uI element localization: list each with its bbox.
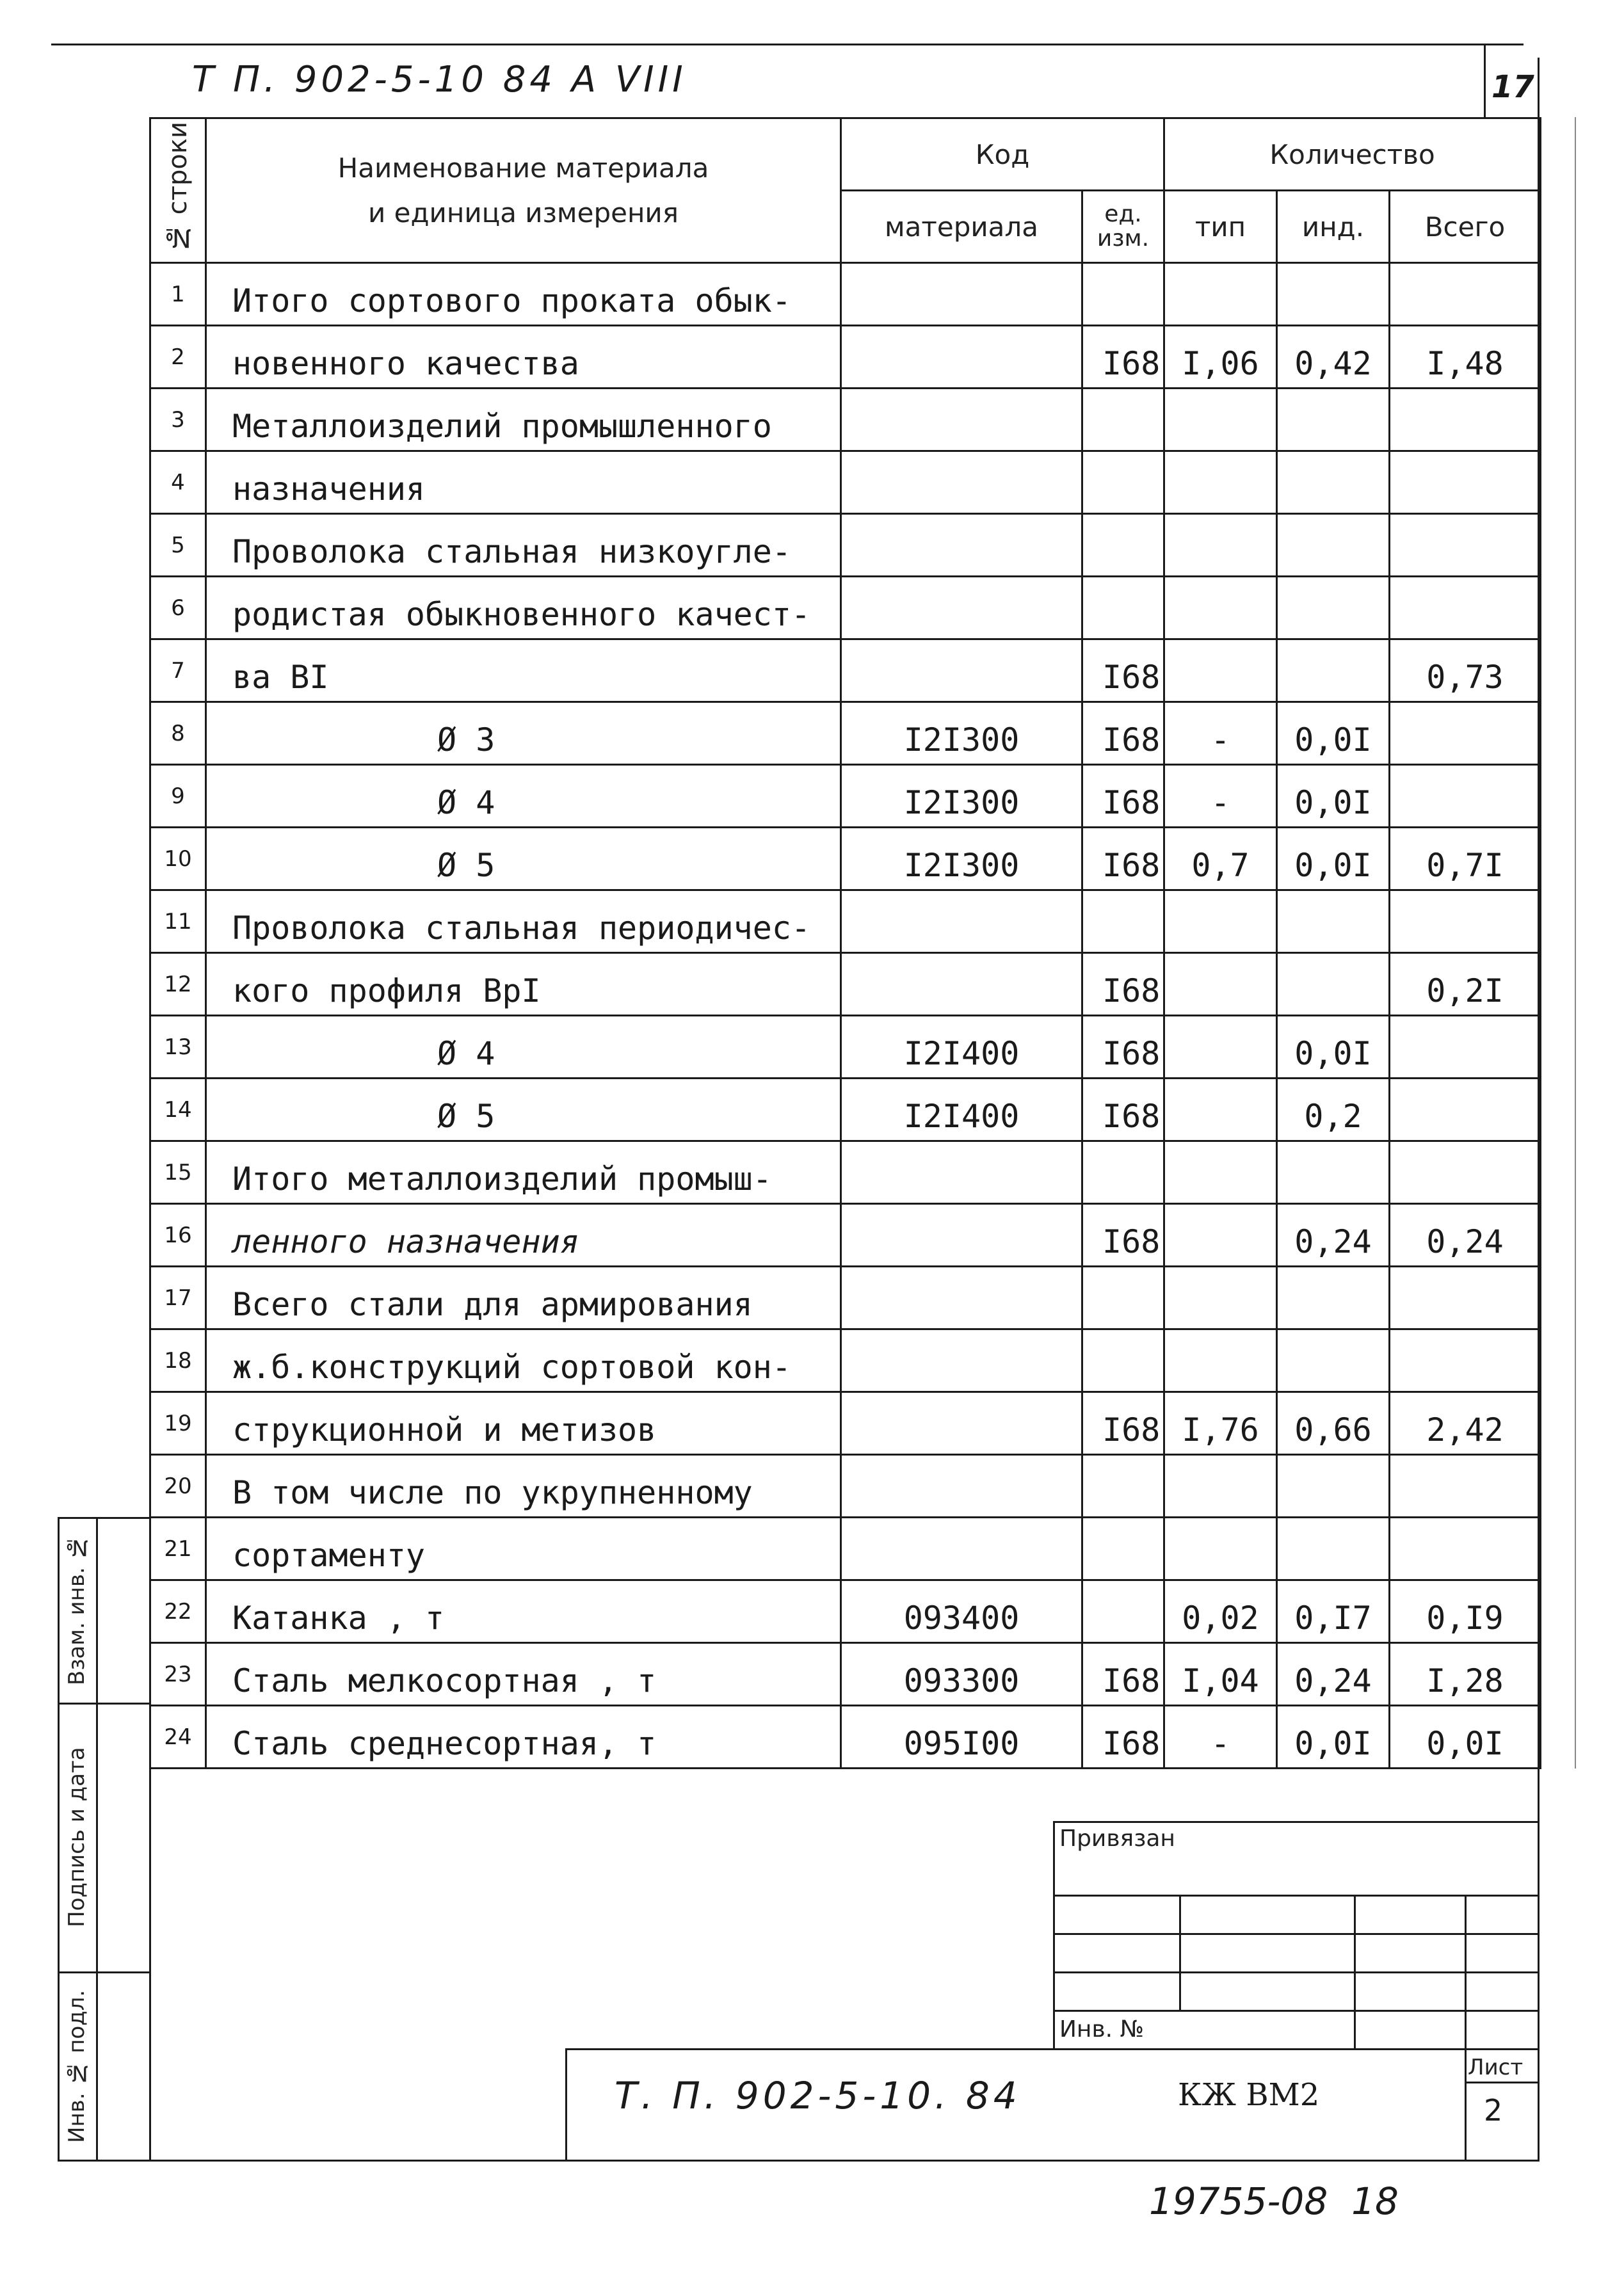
- qty-ind-cell: [1277, 639, 1390, 702]
- material-code-cell: [841, 953, 1082, 1016]
- table-row: [150, 1392, 1541, 1455]
- qty-ind-cell: [1277, 1518, 1390, 1580]
- qty-total-cell: [1390, 514, 1541, 577]
- row-number-cell: 4: [150, 451, 206, 514]
- side-stamp-signature-date: Подпись и дата: [64, 1747, 90, 1927]
- qty-total-cell: 0,7I: [1390, 828, 1541, 890]
- qty-type-cell: 0,7: [1164, 828, 1277, 890]
- unit-code-cell: [1082, 1267, 1164, 1329]
- header-row-number: № строки: [150, 118, 206, 263]
- header-qty-ind: инд.: [1277, 191, 1390, 263]
- qty-type-cell: [1164, 1204, 1277, 1267]
- material-code-cell: [841, 1267, 1082, 1329]
- material-name-cell: Катанка , т: [206, 1580, 841, 1643]
- material-code-cell: [841, 451, 1082, 514]
- qty-total-cell: [1390, 1518, 1541, 1580]
- page-number-box-right: [1538, 58, 1540, 117]
- qty-ind-cell: [1277, 577, 1390, 639]
- unit-code-cell: [1082, 1455, 1164, 1518]
- material-name-cell: В том числе по укрупненному: [206, 1455, 841, 1518]
- unit-code-cell: [1082, 1580, 1164, 1643]
- material-code-cell: [841, 639, 1082, 702]
- row-number-cell: 8: [150, 702, 206, 765]
- table-row: [150, 1204, 1541, 1267]
- header-material-name: Наименование материала и единица измерения: [206, 118, 841, 263]
- tb-linked-label: Привязан: [1059, 1826, 1175, 1852]
- material-name-cell: ва BI: [206, 639, 841, 702]
- unit-code-cell: I68: [1082, 1079, 1164, 1141]
- qty-total-cell: [1390, 1016, 1541, 1079]
- material-name-cell: Итого сортового проката обык-: [206, 263, 841, 326]
- table-row: [150, 514, 1541, 577]
- tb-designation: Т. П. 902-5-10. 84: [615, 2074, 1021, 2117]
- material-code-cell: [841, 1392, 1082, 1455]
- qty-total-cell: [1390, 1079, 1541, 1141]
- row-number-cell: 12: [150, 953, 206, 1016]
- unit-code-cell: [1082, 577, 1164, 639]
- qty-ind-cell: 0,0I: [1277, 702, 1390, 765]
- tb-sheet-left: [1465, 2048, 1467, 2161]
- qty-total-cell: [1390, 765, 1541, 828]
- qty-type-cell: [1164, 577, 1277, 639]
- qty-total-cell: 0,I9: [1390, 1580, 1541, 1643]
- side-stamp-div-2: [58, 1971, 151, 1973]
- material-name-cell: родистая обыкновенного качест-: [206, 577, 841, 639]
- header-code: Код: [841, 118, 1164, 191]
- material-code-cell: I2I300: [841, 828, 1082, 890]
- table-row: [150, 765, 1541, 828]
- row-number-cell: 22: [150, 1580, 206, 1643]
- material-code-cell: [841, 1141, 1082, 1204]
- frame-right: [1538, 117, 1540, 2161]
- side-stamp-div-1: [58, 1703, 151, 1705]
- material-name-cell: Проволока стальная низкоугле-: [206, 514, 841, 577]
- qty-type-cell: [1164, 1016, 1277, 1079]
- material-name-cell: Итого металлоизделий промыш-: [206, 1141, 841, 1204]
- qty-total-cell: [1390, 1141, 1541, 1204]
- tb-sheet-label: Лист: [1468, 2055, 1524, 2080]
- qty-type-cell: [1164, 1329, 1277, 1392]
- material-code-cell: [841, 326, 1082, 389]
- material-name-cell: струкционной и метизов: [206, 1392, 841, 1455]
- material-name-cell: Сталь среднесортная, т: [206, 1706, 841, 1769]
- unit-code-cell: I68: [1082, 702, 1164, 765]
- table-row: [150, 639, 1541, 702]
- material-code-cell: [841, 263, 1082, 326]
- qty-total-cell: 0,73: [1390, 639, 1541, 702]
- unit-code-cell: [1082, 389, 1164, 451]
- row-number-cell: 10: [150, 828, 206, 890]
- unit-code-cell: [1082, 890, 1164, 953]
- row-number-cell: 23: [150, 1643, 206, 1706]
- material-name-cell: Ø 4: [206, 765, 841, 828]
- material-code-cell: [841, 577, 1082, 639]
- material-code-cell: 093400: [841, 1580, 1082, 1643]
- qty-total-cell: [1390, 1455, 1541, 1518]
- header-designation: Т П. 902-5-10 84 А VIII: [192, 59, 687, 100]
- table-row: [150, 1455, 1541, 1518]
- qty-ind-cell: [1277, 451, 1390, 514]
- table-row: [150, 389, 1541, 451]
- qty-type-cell: [1164, 1141, 1277, 1204]
- qty-total-cell: [1390, 1267, 1541, 1329]
- tb-main-left: [565, 2048, 567, 2161]
- table-row: [150, 1518, 1541, 1580]
- frame-left: [149, 1703, 151, 2161]
- unit-code-cell: [1082, 514, 1164, 577]
- row-number-cell: 13: [150, 1016, 206, 1079]
- unit-code-cell: [1082, 263, 1164, 326]
- qty-type-cell: 0,02: [1164, 1580, 1277, 1643]
- qty-total-cell: 2,42: [1390, 1392, 1541, 1455]
- row-number-cell: 18: [150, 1329, 206, 1392]
- material-code-cell: [841, 1204, 1082, 1267]
- material-code-cell: I2I400: [841, 1079, 1082, 1141]
- table-row: [150, 828, 1541, 890]
- qty-total-cell: I,48: [1390, 326, 1541, 389]
- qty-type-cell: I,06: [1164, 326, 1277, 389]
- qty-ind-cell: 0,0I: [1277, 1706, 1390, 1769]
- qty-type-cell: [1164, 1079, 1277, 1141]
- qty-total-cell: [1390, 263, 1541, 326]
- qty-type-cell: -: [1164, 1706, 1277, 1769]
- tb-main-top: [565, 2048, 1540, 2050]
- material-name-cell: Ø 5: [206, 1079, 841, 1141]
- side-stamp-top: [58, 1517, 151, 1519]
- qty-type-cell: [1164, 890, 1277, 953]
- side-stamp-vzam-inv: Взам. инв. №: [64, 1534, 90, 1685]
- row-number-cell: 1: [150, 263, 206, 326]
- table-row: [150, 451, 1541, 514]
- qty-type-cell: [1164, 1455, 1277, 1518]
- table-row: [150, 890, 1541, 953]
- row-number-cell: 6: [150, 577, 206, 639]
- qty-ind-cell: [1277, 1267, 1390, 1329]
- material-name-cell: Металлоизделий промышленного: [206, 389, 841, 451]
- tb-link-row-3: [1053, 1971, 1540, 1973]
- unit-code-cell: I68: [1082, 326, 1164, 389]
- qty-type-cell: [1164, 263, 1277, 326]
- unit-code-cell: I68: [1082, 1643, 1164, 1706]
- qty-type-cell: [1164, 639, 1277, 702]
- qty-type-cell: I,76: [1164, 1392, 1277, 1455]
- row-number-cell: 17: [150, 1267, 206, 1329]
- unit-code-cell: I68: [1082, 1706, 1164, 1769]
- table-row: [150, 1706, 1541, 1769]
- material-code-cell: 093300: [841, 1643, 1082, 1706]
- unit-code-cell: I68: [1082, 765, 1164, 828]
- row-number-cell: 16: [150, 1204, 206, 1267]
- qty-total-cell: [1390, 389, 1541, 451]
- table-row: [150, 1141, 1541, 1204]
- material-code-cell: I2I300: [841, 765, 1082, 828]
- table-body: [150, 263, 1541, 1769]
- qty-ind-cell: [1277, 389, 1390, 451]
- qty-ind-cell: 0,I7: [1277, 1580, 1390, 1643]
- tb-doc-code: КЖ ВМ2: [1178, 2077, 1320, 2113]
- table-row: [150, 1016, 1541, 1079]
- table-row: [150, 702, 1541, 765]
- top-rule: [51, 44, 1524, 45]
- unit-code-cell: [1082, 1329, 1164, 1392]
- unit-code-cell: I68: [1082, 1016, 1164, 1079]
- material-name-cell: сортаменту: [206, 1518, 841, 1580]
- qty-type-cell: -: [1164, 765, 1277, 828]
- qty-total-cell: [1390, 890, 1541, 953]
- header-quantity: Количество: [1164, 118, 1541, 191]
- material-code-cell: I2I300: [841, 702, 1082, 765]
- unit-code-cell: I68: [1082, 1392, 1164, 1455]
- row-number-cell: 3: [150, 389, 206, 451]
- tb-inv-label: Инв. №: [1059, 2016, 1145, 2042]
- qty-ind-cell: 0,24: [1277, 1643, 1390, 1706]
- qty-total-cell: 0,0I: [1390, 1706, 1541, 1769]
- row-number-cell: 24: [150, 1706, 206, 1769]
- tb-sheet-number: 2: [1484, 2093, 1503, 2128]
- row-number-cell: 5: [150, 514, 206, 577]
- material-code-cell: [841, 890, 1082, 953]
- qty-type-cell: [1164, 451, 1277, 514]
- tb-link-top: [1053, 1821, 1540, 1823]
- qty-ind-cell: [1277, 1141, 1390, 1204]
- row-number-cell: 7: [150, 639, 206, 702]
- table-row: [150, 1580, 1541, 1643]
- material-code-cell: [841, 1329, 1082, 1392]
- qty-total-cell: [1390, 702, 1541, 765]
- table-row: [150, 577, 1541, 639]
- table-row: [150, 1643, 1541, 1706]
- tb-link-row-1: [1053, 1895, 1540, 1897]
- tb-link-row-4: [1053, 2010, 1540, 2012]
- qty-ind-cell: 0,66: [1277, 1392, 1390, 1455]
- table-row: [150, 953, 1541, 1016]
- material-code-cell: 095I00: [841, 1706, 1082, 1769]
- qty-ind-cell: 0,0I: [1277, 828, 1390, 890]
- table-row: [150, 263, 1541, 326]
- unit-code-cell: [1082, 1141, 1164, 1204]
- qty-type-cell: [1164, 953, 1277, 1016]
- material-code-cell: I2I400: [841, 1016, 1082, 1079]
- qty-type-cell: I,04: [1164, 1643, 1277, 1706]
- material-name-cell: Сталь мелкосортная , т: [206, 1643, 841, 1706]
- tb-sheet-div: [1465, 2082, 1540, 2083]
- row-number-cell: 9: [150, 765, 206, 828]
- material-code-cell: [841, 389, 1082, 451]
- unit-code-cell: [1082, 451, 1164, 514]
- qty-total-cell: 0,24: [1390, 1204, 1541, 1267]
- header-qty-type: тип: [1164, 191, 1277, 263]
- table-row: [150, 1079, 1541, 1141]
- qty-total-cell: [1390, 451, 1541, 514]
- qty-type-cell: [1164, 389, 1277, 451]
- material-code-cell: [841, 514, 1082, 577]
- qty-ind-cell: 0,42: [1277, 326, 1390, 389]
- row-number-cell: 2: [150, 326, 206, 389]
- row-number-cell: 21: [150, 1518, 206, 1580]
- qty-ind-cell: 0,0I: [1277, 1016, 1390, 1079]
- qty-total-cell: [1390, 577, 1541, 639]
- tb-link-col-2: [1354, 1895, 1356, 2050]
- tb-link-left: [1053, 1821, 1055, 2050]
- unit-code-cell: I68: [1082, 639, 1164, 702]
- material-name-cell: Ø 5: [206, 828, 841, 890]
- header-code-material: материала: [841, 191, 1082, 263]
- material-name-cell: кого профиля ВрI: [206, 953, 841, 1016]
- tb-link-col-3: [1465, 1895, 1467, 2050]
- table-row: [150, 1329, 1541, 1392]
- material-code-cell: [841, 1455, 1082, 1518]
- qty-ind-cell: [1277, 1455, 1390, 1518]
- row-number-cell: 11: [150, 890, 206, 953]
- header-qty-total: Всего: [1390, 191, 1541, 263]
- row-number-cell: 14: [150, 1079, 206, 1141]
- row-number-cell: 19: [150, 1392, 206, 1455]
- side-stamp-inner: [96, 1517, 98, 2161]
- qty-ind-cell: [1277, 263, 1390, 326]
- qty-ind-cell: [1277, 953, 1390, 1016]
- qty-ind-cell: 0,2: [1277, 1079, 1390, 1141]
- qty-type-cell: [1164, 514, 1277, 577]
- material-code-cell: [841, 1518, 1082, 1580]
- table-row: [150, 1267, 1541, 1329]
- material-name-cell: ленного назначения: [206, 1204, 841, 1267]
- unit-code-cell: I68: [1082, 1204, 1164, 1267]
- material-name-cell: Ø 3: [206, 702, 841, 765]
- unit-code-cell: [1082, 1518, 1164, 1580]
- material-name-cell: Всего стали для армирования: [206, 1267, 841, 1329]
- qty-ind-cell: [1277, 1329, 1390, 1392]
- qty-ind-cell: 0,0I: [1277, 765, 1390, 828]
- material-name-cell: назначения: [206, 451, 841, 514]
- material-name-cell: Ø 4: [206, 1016, 841, 1079]
- page-number: 17: [1491, 69, 1534, 105]
- table-row: [150, 326, 1541, 389]
- qty-ind-cell: [1277, 514, 1390, 577]
- unit-code-cell: I68: [1082, 828, 1164, 890]
- row-number-cell: 20: [150, 1455, 206, 1518]
- qty-total-cell: I,28: [1390, 1643, 1541, 1706]
- qty-type-cell: [1164, 1518, 1277, 1580]
- qty-type-cell: -: [1164, 702, 1277, 765]
- archive-number: 19755-08 18: [1149, 2179, 1399, 2223]
- frame-bottom: [58, 2160, 1540, 2162]
- table-header: [150, 118, 1541, 263]
- material-name-cell: Проволока стальная периодичес-: [206, 890, 841, 953]
- header-code-unit: ед. изм.: [1082, 191, 1164, 263]
- side-stamp-outer: [58, 1517, 60, 2161]
- specification-table: [149, 117, 1541, 1769]
- qty-total-cell: 0,2I: [1390, 953, 1541, 1016]
- qty-ind-cell: [1277, 890, 1390, 953]
- tb-link-col-1: [1179, 1895, 1181, 2010]
- qty-type-cell: [1164, 1267, 1277, 1329]
- sheet-edge: [1575, 117, 1576, 1769]
- tb-link-row-2: [1053, 1933, 1540, 1935]
- unit-code-cell: I68: [1082, 953, 1164, 1016]
- side-stamp-inv-original: Инв. № подл.: [64, 1989, 90, 2143]
- page-number-box-left: [1484, 45, 1486, 117]
- row-number-cell: 15: [150, 1141, 206, 1204]
- material-name-cell: новенного качества: [206, 326, 841, 389]
- qty-total-cell: [1390, 1329, 1541, 1392]
- material-name-cell: ж.б.конструкций сортовой кон-: [206, 1329, 841, 1392]
- qty-ind-cell: 0,24: [1277, 1204, 1390, 1267]
